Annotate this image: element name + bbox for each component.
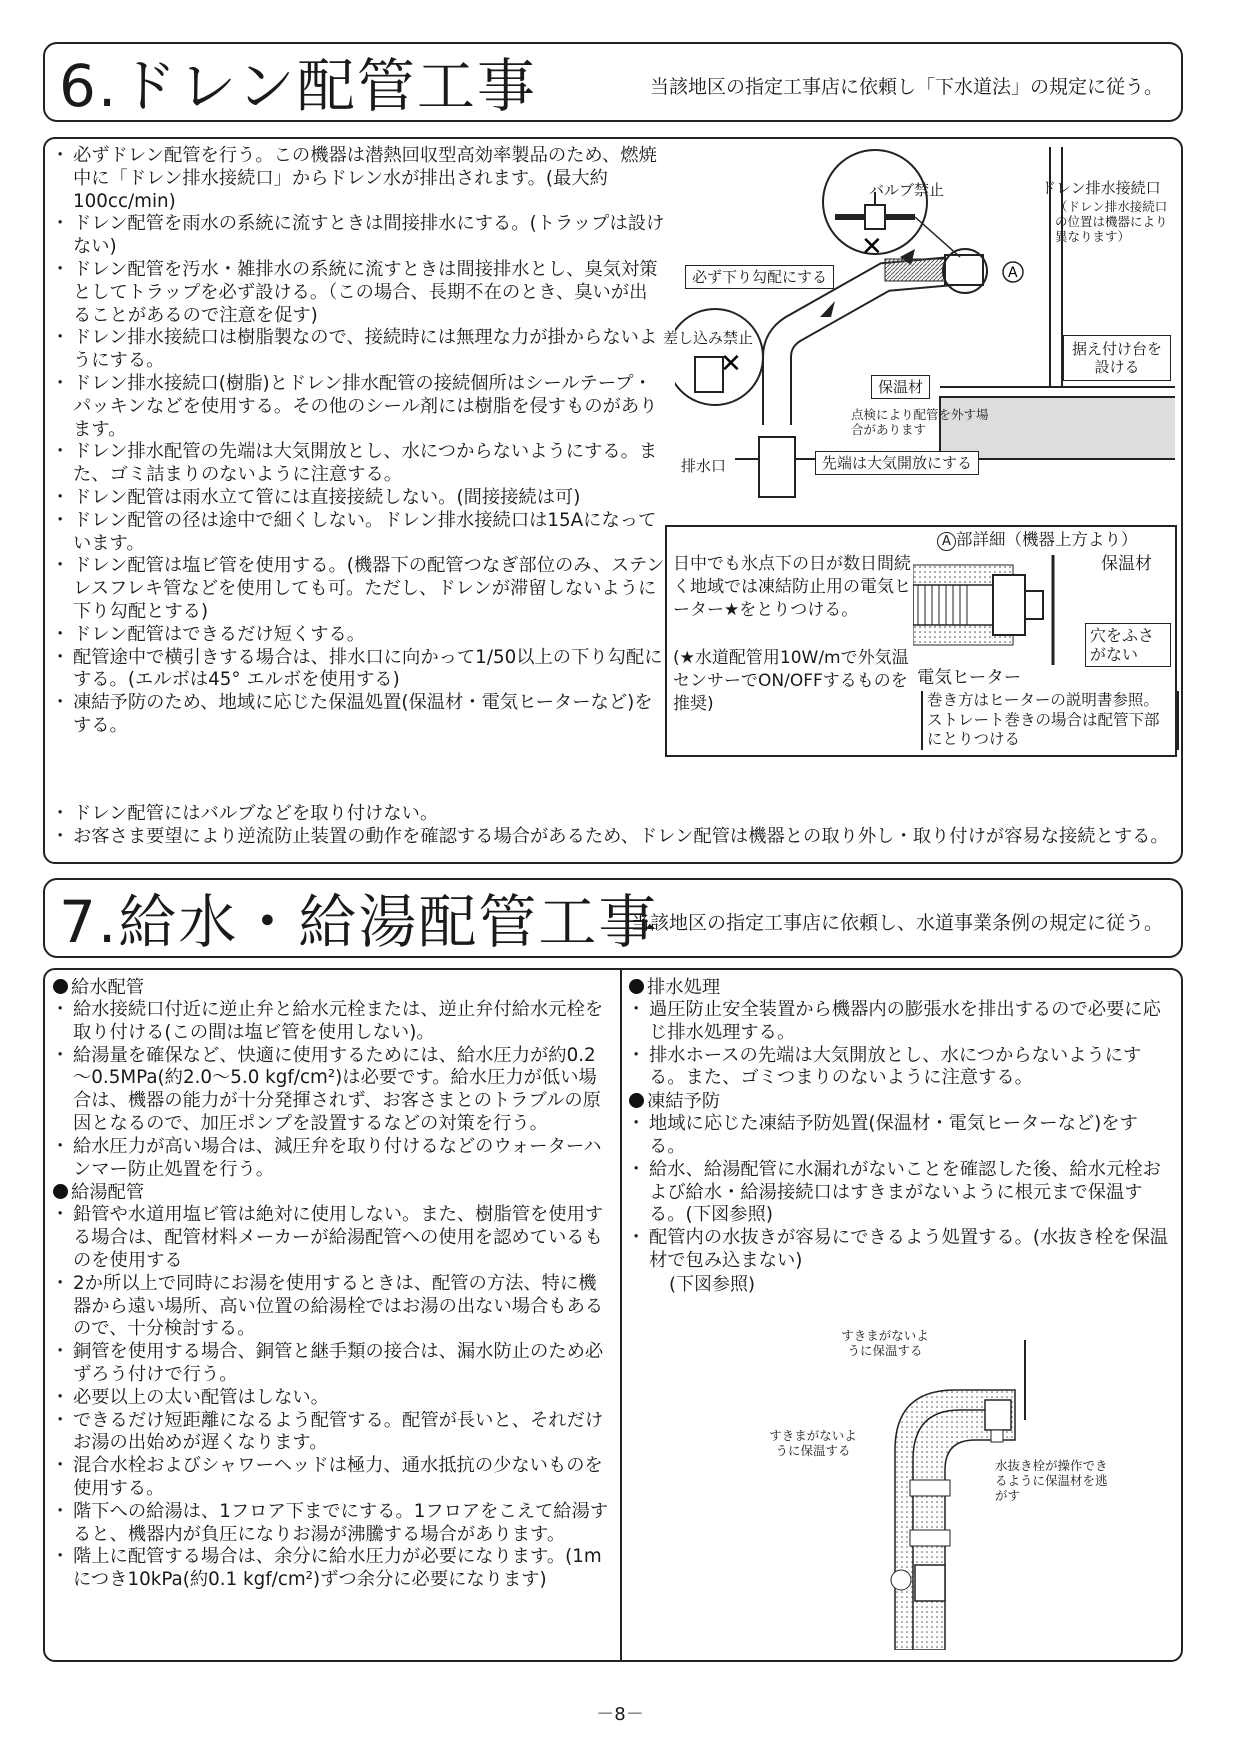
supply-bullets [53, 999, 613, 1181]
list-item: ・ 地域に応じた凍結予防処置(保温材・電気ヒーターなど)をする。 [629, 1113, 1171, 1159]
list-item: ・ 配管内の水抜きが容易にできるよう処置する。(水抜き栓を保温材で包み込まない) [629, 1227, 1171, 1273]
freeze-bullets [629, 1113, 1171, 1273]
detail-note: (★水道配管用10W/mで外気温センサーでON/OFFするものを推奨) [673, 648, 909, 714]
section6-bullets-left [53, 145, 665, 738]
open-air-label: 先端は大気開放にする [815, 451, 979, 475]
list-item: ・ 排水ホースの先端は大気開放とし、水につからないようにする。また、ゴミつまりのないように注意する。 [629, 1045, 1171, 1091]
drain-outlet-note: （ドレン排水接続口の位置は機器により異なります） [1055, 199, 1168, 244]
fig-label-right: 水抜き栓が操作できるように保温材を逃がす [995, 1458, 1108, 1503]
drain-bullets [629, 999, 1171, 1090]
section6-note: 当該地区の指定工事店に依頼し「下水道法」の規定に従う。 [649, 76, 1163, 98]
detail-figure [913, 555, 1093, 665]
mark-a: A [1008, 265, 1018, 281]
section6-bullets-full [53, 803, 1171, 849]
list-item: ・ ドレン配管の径は途中で細くしない。ドレン排水接続口は15Aになっています。 [53, 510, 665, 556]
section7-body [43, 968, 1183, 1662]
cross-icon: ✕ [720, 349, 742, 379]
section7-header [43, 878, 1183, 958]
list-item: ・ お客さま要望により逆流防止装置の動作を確認する場合があるため、ドレン配管は機器との取り外し・取り付けが容易な接続とする。 [53, 826, 1171, 849]
detail-text: 日中でも氷点下の日が数日間続く地域では凍結防止用の電気ヒーター★をとりつける。 [673, 554, 911, 620]
list-item: ・ 配管途中で横引きする場合は、排水口に向かって1/50以上の下り勾配にする。(エルボは45° エルボを使用する) [53, 647, 665, 693]
drain-outlet-label: ドレン排水接続口 [1041, 179, 1161, 197]
section7-right [629, 976, 1171, 1296]
section7-note: 当該地区の指定工事店に依頼し、水道事業条例の規定に従う。 [630, 912, 1163, 934]
fig-label-left: すきまがないように保温する [769, 1428, 857, 1458]
drain-heading [629, 976, 1171, 999]
hot-heading-text: 給湯配管 [71, 1182, 145, 1204]
bullet-dot [53, 979, 68, 994]
list-item: ・ 鉛管や水道用塩ビ管は絶対に使用しない。また、樹脂管を使用する場合は、配管材料メーカーが給湯配管への使用を認めているものを使用する [53, 1204, 613, 1272]
list-item: ・ 必要以上の太い配管はしない。 [53, 1387, 613, 1410]
bullet-dot [53, 1184, 68, 1199]
cross-icon: ✕ [861, 232, 883, 262]
drain-port-label: 排水口 [681, 457, 727, 475]
list-item: ・ ドレン配管は塩ビ管を使用する。(機器下の配管つなぎ部位のみ、ステンレスフレキ管などを使用しても可。ただし、ドレンが滞留しないように下り勾配とする) [53, 555, 665, 623]
section6-number: 6. [59, 52, 119, 120]
insert-prohibited-label: 差し込み禁止 [663, 329, 754, 347]
list-item: ・ ドレン配管にはバルブなどを取り付けない。 [53, 803, 1171, 826]
section7-title [59, 882, 658, 962]
list-item: ・ できるだけ短距離になるよう配管する。配管が長いと、それだけお湯の出始めが遅くなります。 [53, 1410, 613, 1456]
detail-title-text: 部詳細（機器上方より） [956, 530, 1138, 549]
section6-title-text: ドレン配管工事 [118, 52, 537, 120]
list-item: ・ 給水圧力が高い場合は、減圧弁を取り付けるなどのウォーターハンマー防止処置を行う。 [53, 1136, 613, 1182]
list-item: ・ ドレン排水接続口(樹脂)とドレン排水配管の接続個所はシールテープ・パッキンなどを使用する。その他のシール剤には樹脂を侵すものがあります。 [53, 373, 665, 441]
valve-prohibited-label: バルブ禁止 [869, 181, 945, 199]
list-item: ・ ドレン配管はできるだけ短くする。 [53, 624, 665, 647]
supply-heading-text: 給水配管 [71, 977, 145, 998]
detail-mark: A [937, 532, 956, 551]
fig-label-top: すきまがないように保温する [841, 1328, 929, 1358]
inspection-note: 点検により配管を外す場合があります [851, 407, 989, 437]
freeze-heading [629, 1090, 1171, 1113]
list-item: ・ 階下への給湯は、1フロア下までにする。1フロアをこえて給湯すると、機器内が負圧になりお湯が沸騰する場合があります。 [53, 1501, 613, 1547]
detail-box [665, 525, 1177, 757]
section7-title-text: 給水・給湯配管工事 [118, 888, 659, 956]
hot-bullets [53, 1204, 613, 1592]
hot-heading [53, 1181, 613, 1204]
list-item: ・ 給水、給湯配管に水漏れがないことを確認した後、給水元栓および給水・給湯接続口はすきまがないように根元まで保温する。(下図参照) [629, 1159, 1171, 1227]
heater-note: 巻き方はヒーターの説明書参照。ストレート巻きの場合は配管下部にとりつける [921, 691, 1179, 750]
section6-body [43, 137, 1183, 864]
section6-header [43, 42, 1183, 122]
list-item: ・ ドレン配管を汚水・雑排水の系統に流すときは間接排水とし、臭気対策としてトラップを必ず設ける。（この場合、長期不在のとき、臭いが出ることがあるので注意を促す) [53, 259, 665, 327]
list-item: ・ ドレン排水接続口は樹脂製なので、接続時には無理な力が掛からないようにする。 [53, 327, 665, 373]
list-item: ・ 過圧防止安全装置から機器内の膨張水を排出するので必要に応じ排水処理する。 [629, 999, 1171, 1045]
list-item: ・ 給水接続口付近に逆止弁と給水元栓または、逆止弁付給水元栓を取り付ける(この間は塩ビ管を使用しない)。 [53, 999, 613, 1045]
insulation-label: 保温材 [871, 375, 930, 399]
page-number: －8－ [596, 1704, 644, 1725]
bullet-dot [629, 1093, 644, 1108]
base-label: 据え付け台を設ける [1063, 335, 1171, 381]
section7-divider [620, 970, 622, 1660]
list-item: ・ ドレン排水配管の先端は大気開放とし、水につからないようにする。また、ゴミ詰まりのないように注意する。 [53, 441, 665, 487]
list-item: ・ ドレン配管を雨水の系統に流すときは間接排水にする。(トラップは設けない) [53, 213, 665, 259]
list-item: ・ ドレン配管は雨水立て管には直接接続しない。(間接接続は可) [53, 487, 665, 510]
list-item: ・ 凍結予防のため、地域に応じた保温処置(保温材・電気ヒーターなど)をする。 [53, 692, 665, 738]
section6-title [59, 46, 537, 126]
list-item: ・ 混合水栓およびシャワーヘッドは極力、通水抵抗の少ないものを使用する。 [53, 1455, 613, 1501]
detail-insulation-label: 保温材 [1101, 554, 1152, 574]
bullet-dot [629, 979, 644, 994]
list-item: ・ 階上に配管する場合は、余分に給水圧力が必要になります。(1mにつき10kPa(約0.1 kgf/cm²)ずつ余分に必要になります) [53, 1546, 613, 1592]
supply-heading [53, 976, 613, 999]
section7-number: 7. [59, 888, 119, 956]
heater-label: 電気ヒーター [917, 668, 1022, 688]
list-item: ・ 2か所以上で同時にお湯を使用するときは、配管の方法、特に機器から遠い場所、高い位置の給湯栓ではお湯の出ない場合もあるので、十分検討する。 [53, 1273, 613, 1341]
freeze-heading-text: 凍結予防 [647, 1091, 721, 1113]
slope-label: 必ず下り勾配にする [685, 265, 834, 289]
drain-heading-text: 排水処理 [647, 977, 721, 998]
list-item: ・ 給湯量を確保など、快適に使用するためには、給水圧力が約0.2～0.5MPa(約2.0～5.0 kgf/cm²)は必要です。給水圧力が低い場合は、機器の能力が十分発揮されず、お客さまとのトラブルの原因となるので、加圧ポンプを設置するなどの対策を行う。 [53, 1045, 613, 1136]
figure-reference: (下図参照) [669, 1273, 756, 1295]
list-item: ・ 銅管を使用する場合、銅管と継手類の接合は、漏水防止のため必ずろう付けで行う。 [53, 1341, 613, 1387]
section7-left [53, 976, 613, 1592]
list-item: ・ 必ずドレン配管を行う。この機器は潜熱回収型高効率製品のため、燃焼中に「ドレン排水接続口」からドレン水が排出されます。(最大約100cc/min) [53, 145, 665, 213]
hole-label: 穴をふさがない [1085, 623, 1171, 667]
detail-title [937, 531, 1138, 551]
